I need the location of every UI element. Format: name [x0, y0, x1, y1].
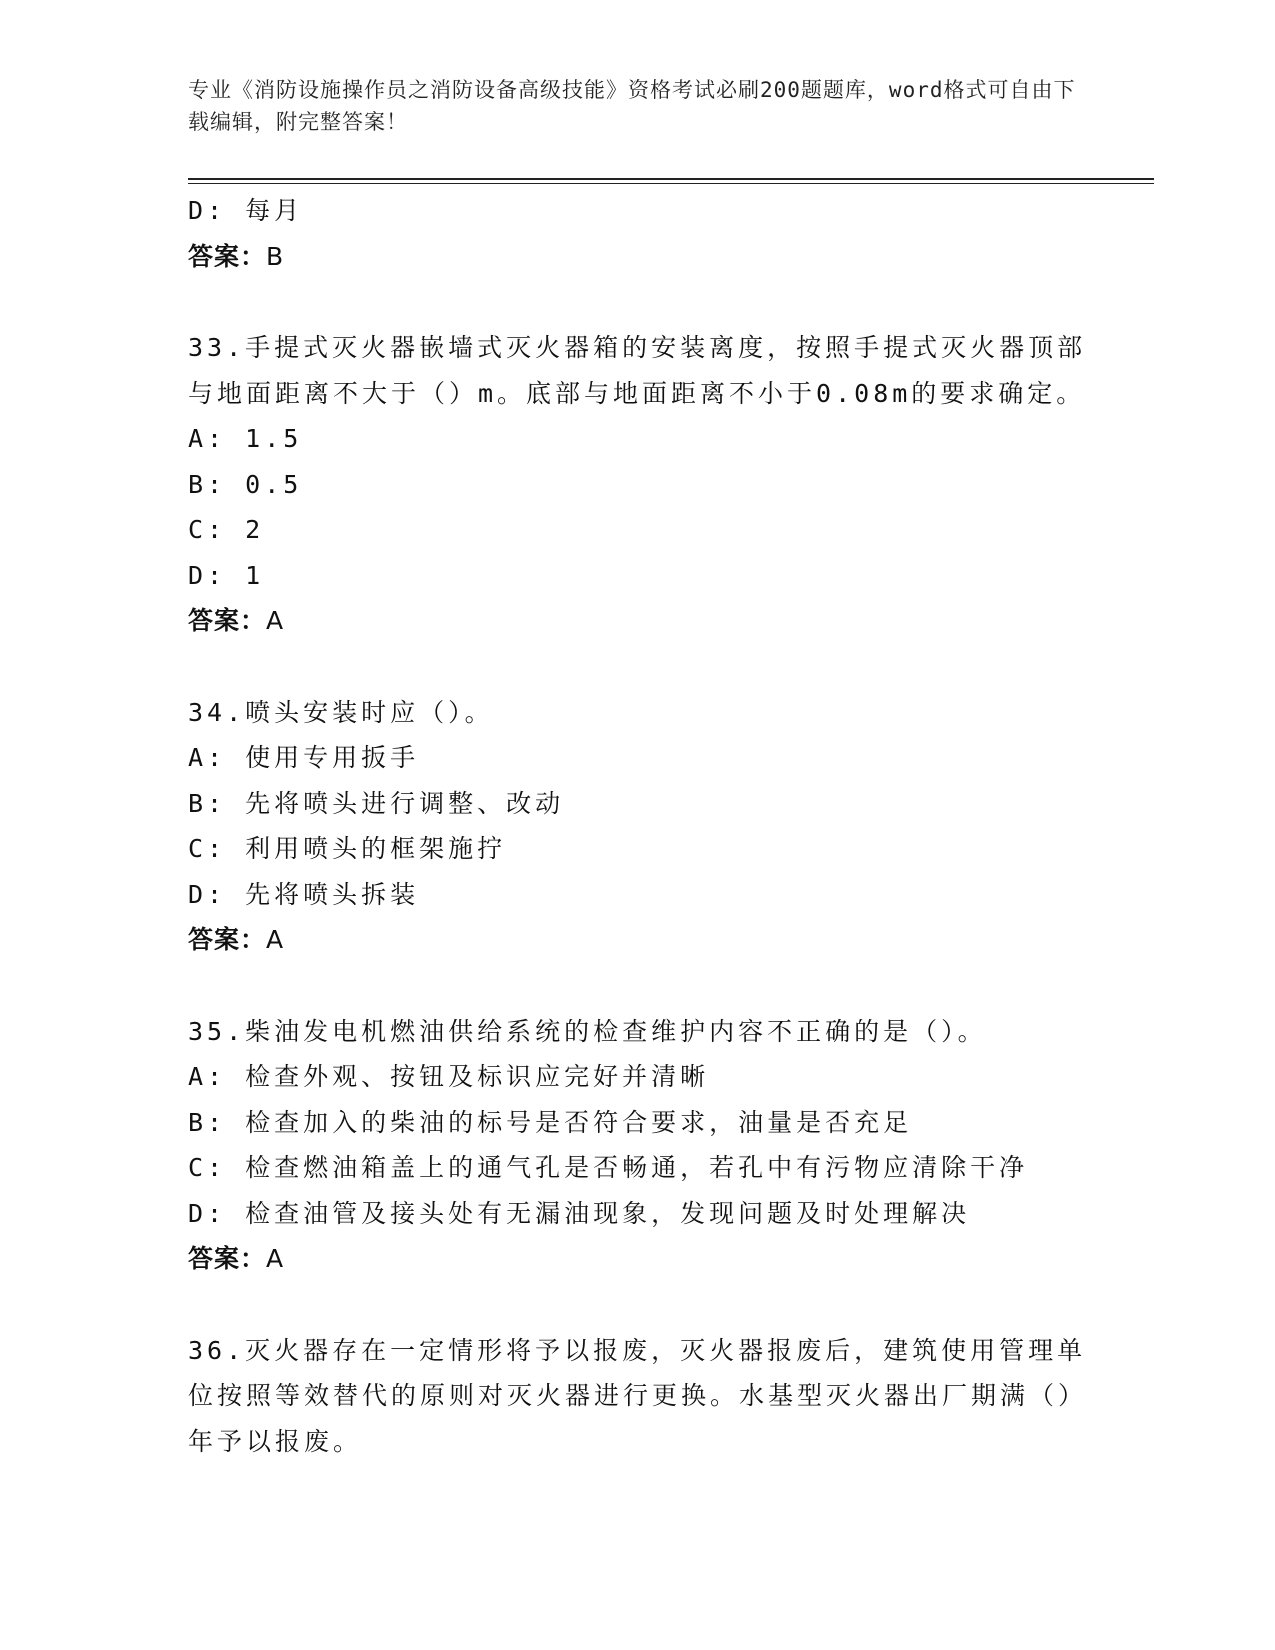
document-header: 专业《消防设施操作员之消防设备高级技能》资格考试必刷200题题库，word格式可自由下载编辑，附完整答案！ [188, 78, 1076, 134]
option-c: C: 检查燃油箱盖上的通气孔是否畅通，若孔中有污物应清除干净 [188, 1153, 1029, 1182]
option-b: B: 0.5 [188, 469, 303, 499]
header-divider-thin [188, 183, 1154, 184]
option-a: A: 检查外观、按钮及标识应完好并清晰 [188, 1062, 710, 1091]
option-d: D: 1 [188, 560, 265, 590]
option-b: B: 先将喷头进行调整、改动 [188, 788, 565, 818]
header-divider-thick [188, 178, 1154, 180]
answer-value: A [266, 606, 285, 635]
question-stem: 36.灭火器存在一定情形将予以报废，灭火器报废后，建筑使用管理单位按照等效替代的原则对灭火器进行更换。水基型灭火器出厂期满（）年予以报废。 [188, 1335, 1088, 1456]
answer-line [188, 917, 1088, 963]
answer-line [188, 598, 1088, 644]
question-list [188, 188, 1088, 1464]
option-c: C: 2 [188, 515, 265, 544]
option-d: D: 检查油管及接头处有无漏油现象，发现问题及时处理解决 [188, 1198, 971, 1228]
option-d: D: 每月 [188, 196, 304, 225]
option-d: D: 先将喷头拆装 [188, 879, 420, 909]
answer-value: A [266, 1244, 285, 1273]
question-stem: 35.柴油发电机燃油供给系统的检查维护内容不正确的是（）。 [188, 1016, 987, 1046]
option-a: A: 1.5 [188, 424, 303, 453]
answer-value: B [266, 241, 285, 271]
answer-label: 答案： [188, 925, 267, 954]
answer-value: A [266, 925, 285, 954]
answer-line [188, 234, 1088, 280]
answer-label: 答案： [188, 1244, 267, 1273]
option-b: B: 检查加入的柴油的标号是否符合要求，油量是否充足 [188, 1107, 913, 1137]
question-stem: 33.手提式灭火器嵌墙式灭火器箱的安装离度，按照手提式灭火器顶部与地面距离不大于（）m。底部与地面距离不小于0.08m的要求确定。 [188, 333, 1087, 408]
answer-label: 答案： [188, 241, 267, 271]
question-stem: 34.喷头安装时应（）。 [188, 697, 494, 727]
option-a: A: 使用专用扳手 [188, 743, 420, 772]
option-c: C: 利用喷头的框架施拧 [188, 834, 507, 863]
answer-line [188, 1236, 1088, 1282]
answer-label: 答案： [188, 606, 267, 635]
